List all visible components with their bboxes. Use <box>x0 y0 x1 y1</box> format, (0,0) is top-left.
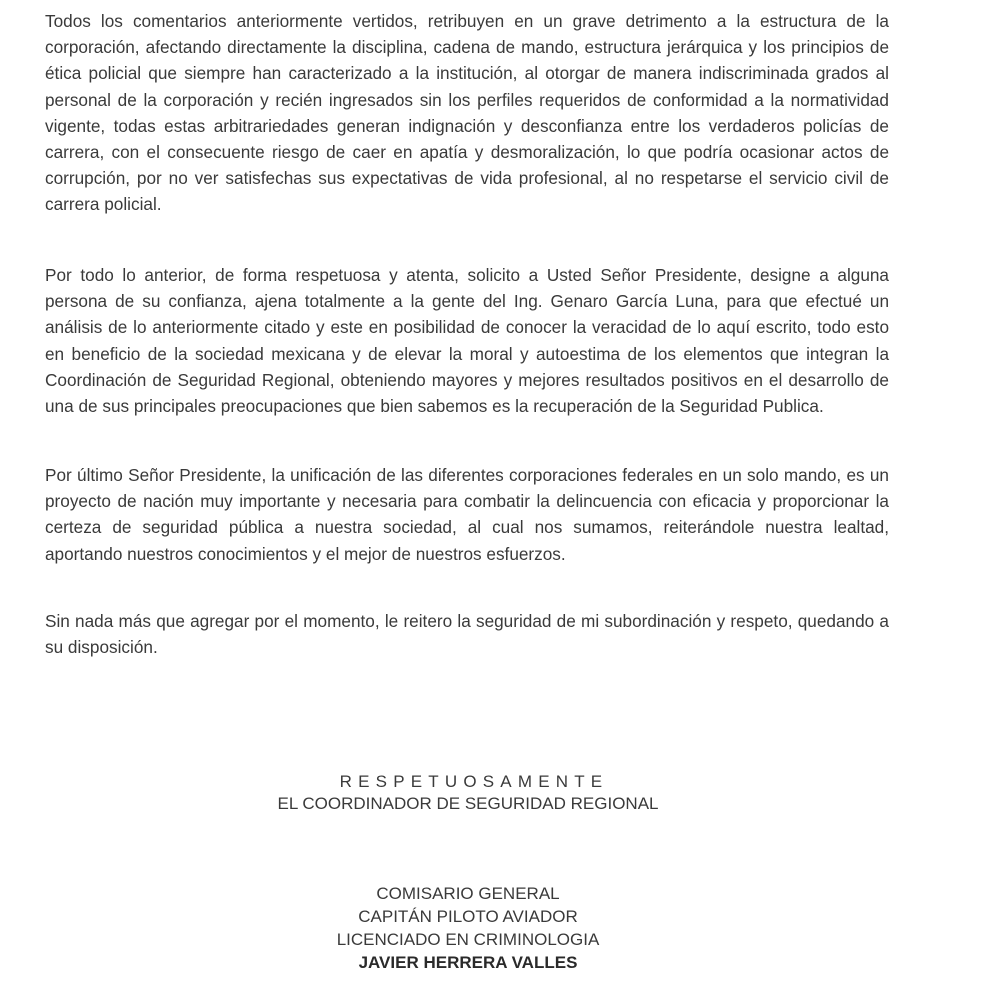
signature-closing: RESPETUOSAMENTE <box>339 772 609 791</box>
signature-name: JAVIER HERRERA VALLES <box>358 953 578 972</box>
signature-title-degree: LICENCIADO EN CRIMINOLOGIA <box>336 930 600 949</box>
paragraph-closing-remarks: Sin nada más que agregar por el momento, le reitero la seguridad de mi subordinación y respeto, quedando a su disposición. <box>45 611 889 658</box>
signature-title-pilot: CAPITÁN PILOTO AVIADOR <box>358 907 578 926</box>
signature-role: EL COORDINADOR DE SEGURIDAD REGIONAL <box>277 794 659 813</box>
signature-title-rank: COMISARIO GENERAL <box>376 884 560 903</box>
paragraph-unification: Por último Señor Presidente, la unificación de las diferentes corporaciones federales en un solo mando, es un proyecto de nación muy importante y necesaria para combatir la delincuencia con eficacia y proporcionar la certeza de seguridad pública a nuestra sociedad, al cual nos sumamos, reiterándole nuestra lealtad, aportando nuestros conocimientos y el mejor de nuestros esfuerzos. <box>45 465 889 564</box>
paragraph-comments-detriment: Todos los comentarios anteriormente vertidos, retribuyen en un grave detrimento a la estructura de la corporación, afectando directamente la disciplina, cadena de mando, estructura jerárquica y los principios de ética policial que siempre han caracterizado a la institución, al otorgar de manera indiscriminada grados al personal de la corporación y recién ingresados sin los perfiles requeridos de conformidad a la normatividad vigente, todas estas arbitrariedades generan indignación y desconfianza entre los verdaderos policías de carrera, con el consecuente riesgo de caer en apatía y desmoralización, lo que podría ocasionar actos de corrupción, por no ver satisfechas sus expectativas de vida profesional, al no respetarse el servicio civil de carrera policial. <box>45 11 889 215</box>
signature-block <box>0 882 936 974</box>
paragraph-request-review: Por todo lo anterior, de forma respetuosa y atenta, solicito a Usted Señor Presidente, designe a alguna persona de su confianza, ajena totalmente a la gente del Ing. Genaro García Luna, para que efectué un análisis de lo anteriormente citado y este en posibilidad de conocer la veracidad de lo aquí escrito, todo esto en beneficio de la sociedad mexicana y de elevar la moral y autoestima de los elementos que integran la Coordinación de Seguridad Regional, obteniendo mayores y mejores resultados positivos en el desarrollo de una de sus principales preocupaciones que bien sabemos es la recuperación de la Seguridad Publica. <box>45 265 889 417</box>
